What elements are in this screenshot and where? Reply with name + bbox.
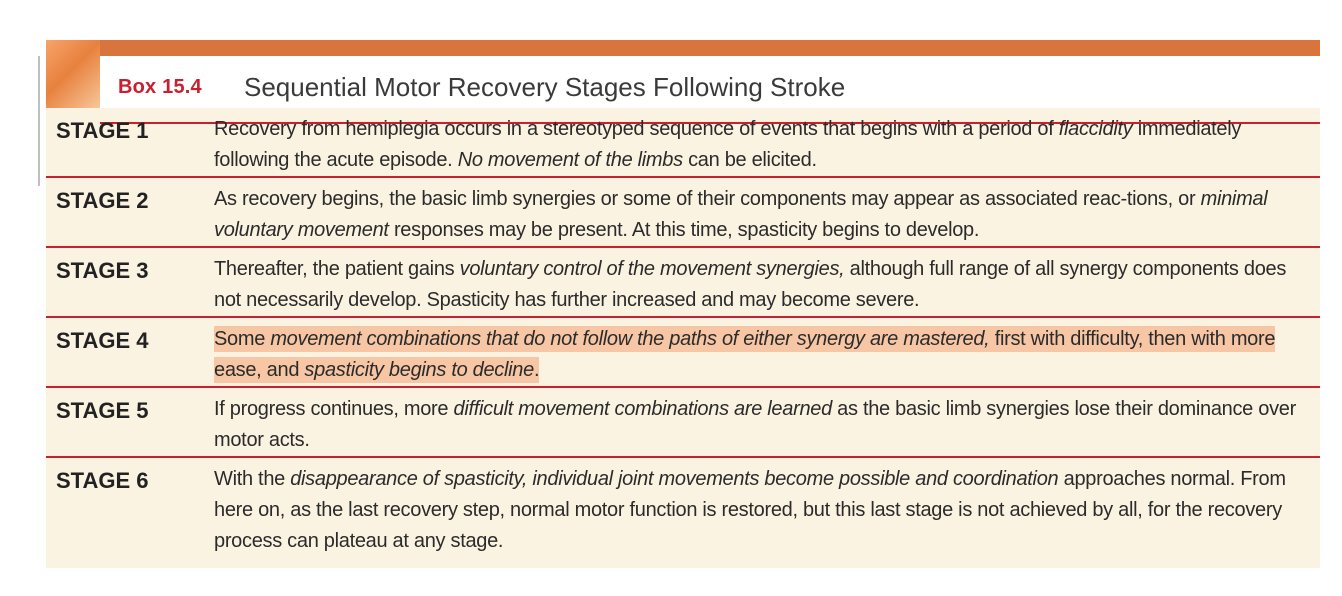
body-text: approaches normal. From here on, as the last recovery step, normal motor function is restored, but this last stage is not achieved by all, for the recovery process can plateau at any stage. xyxy=(214,468,1286,552)
stage-row-4 xyxy=(46,318,1320,388)
stage-text-run xyxy=(214,398,1296,451)
emphasis-text: minimal voluntary movement xyxy=(214,188,1268,241)
body-text: Some xyxy=(214,328,271,350)
body-text: Recovery from hemiplegia occurs in a stereotyped sequence of events that begins with a period of xyxy=(214,118,1059,140)
stage-text-run xyxy=(214,118,1241,171)
emphasis-text: movement combinations that do not follow the paths of either synergy are mastered, xyxy=(270,328,990,350)
stage-text-run xyxy=(214,326,1275,383)
top-accent-bar xyxy=(100,40,1320,56)
stage-description xyxy=(214,184,1312,246)
stage-row-3 xyxy=(46,248,1320,318)
stage-description xyxy=(214,324,1312,386)
stage-row-5 xyxy=(46,388,1320,458)
stage-label: STAGE 6 xyxy=(56,468,149,493)
box-number: Box 15.4 xyxy=(118,76,202,98)
emphasis-text: disappearance of spasticity, individual joint movements become possible and coordination xyxy=(290,468,1059,490)
stage-row-1 xyxy=(46,108,1320,178)
stage-label: STAGE 4 xyxy=(56,328,149,353)
body-text: as the basic limb synergies lose their dominance over motor acts. xyxy=(214,398,1296,451)
emphasis-text: No movement of the limbs xyxy=(457,149,683,171)
body-text: Thereafter, the patient gains xyxy=(214,258,460,280)
corner-accent xyxy=(46,40,100,108)
body-text: As recovery begins, the basic limb synergies or some of their components may appear as associated reac-tions, or xyxy=(214,188,1201,210)
stage-description xyxy=(214,114,1312,176)
stage-text-run xyxy=(214,258,1286,311)
emphasis-text: spasticity begins to decline xyxy=(304,359,534,381)
emphasis-text: voluntary control of the movement synergies, xyxy=(459,258,845,280)
margin-mark xyxy=(38,56,40,186)
stage-text-run xyxy=(214,468,1286,552)
body-text: first with difficulty, then with more ease, and xyxy=(214,328,1276,381)
stage-text-run xyxy=(214,188,1267,241)
textbook-box xyxy=(46,40,1320,568)
emphasis-text: difficult movement combinations are learned xyxy=(453,398,832,420)
box-title: Sequential Motor Recovery Stages Following Stroke xyxy=(244,72,846,102)
stage-label: STAGE 1 xyxy=(56,118,149,143)
stage-row-6 xyxy=(46,458,1320,562)
body-text: . xyxy=(533,359,540,381)
stage-row-2 xyxy=(46,178,1320,248)
emphasis-text: flaccidity xyxy=(1058,118,1133,140)
box-header xyxy=(46,56,1320,108)
body-text: With the xyxy=(214,468,291,490)
stage-label: STAGE 5 xyxy=(56,398,149,423)
body-text: responses may be present. At this time, spasticity begins to develop. xyxy=(388,219,980,241)
stage-description xyxy=(214,394,1312,456)
body-text: can be elicited. xyxy=(682,149,817,171)
stage-description xyxy=(214,254,1312,316)
body-text: immediately following the acute episode. xyxy=(214,118,1242,171)
stage-label: STAGE 3 xyxy=(56,258,149,283)
stage-label: STAGE 2 xyxy=(56,188,149,213)
body-text: If progress continues, more xyxy=(214,398,454,420)
stage-description xyxy=(214,464,1312,557)
body-text: although full range of all synergy components does not necessarily develop. Spasticity has further increased and may become severe. xyxy=(214,258,1287,311)
stage-list xyxy=(46,108,1320,562)
